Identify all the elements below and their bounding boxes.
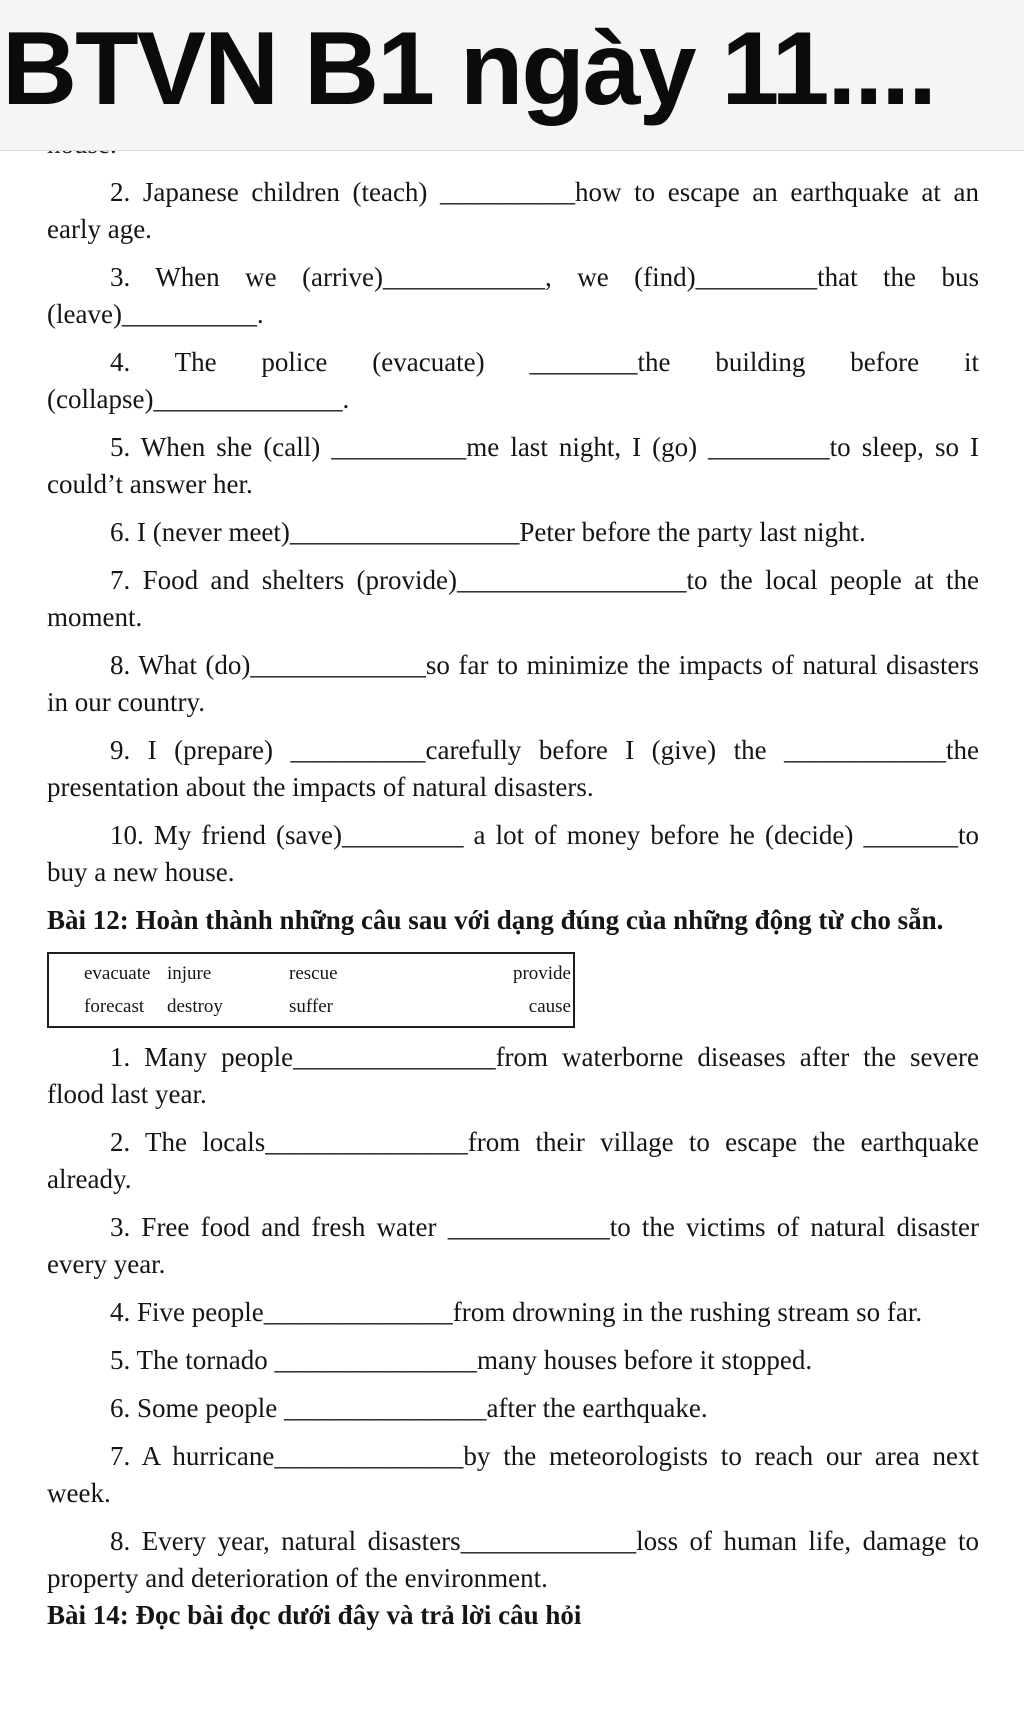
exercise-document: [47, 126, 979, 1630]
exercise-item-a5: 5. When she (call) __________me last night, I (go) _________to sleep, so I could’t answer her.: [47, 432, 979, 499]
word-bank-item: forecast: [84, 996, 145, 1017]
word-bank-item: destroy: [167, 996, 223, 1017]
exercise-item-b4: 4. Five people______________from drowning in the rushing stream so far.: [110, 1297, 923, 1327]
exercise-item-b5: 5. The tornado _______________many houses before it stopped.: [110, 1345, 813, 1375]
word-bank-box: [47, 952, 575, 1028]
word-bank-item: evacuate: [84, 963, 151, 984]
exercise-item-a9: 9. I (prepare) __________carefully before I (give) the ____________the presentation about the impacts of natural disasters.: [47, 735, 979, 802]
word-bank-item: suffer: [289, 996, 333, 1017]
exercise-item-b2: 2. The locals_______________from their village to escape the earthquake already.: [47, 1127, 979, 1194]
word-bank-item: rescue: [289, 963, 338, 984]
page-title: BTVN B1 ngày 11....: [2, 11, 935, 127]
word-bank-item: injure: [167, 963, 212, 984]
exercise-item-a8: 8. What (do)_____________so far to minimize the impacts of natural disasters in our country.: [47, 650, 979, 717]
exercise-item-a7: 7. Food and shelters (provide)_________________to the local people at the moment.: [47, 565, 979, 632]
exercise-section-a: [47, 174, 979, 891]
section-heading-bai-12: Bài 12: Hoàn thành những câu sau với dạng đúng của những động từ cho sẵn.: [47, 905, 944, 935]
exercise-item-a10: 10. My friend (save)_________ a lot of money before he (decide) _______to buy a new house.: [47, 820, 979, 887]
exercise-item-b3: 3. Free food and fresh water ____________to the victims of natural disaster every year.: [47, 1212, 979, 1279]
exercise-item-b7: 7. A hurricane______________by the meteorologists to reach our area next week.: [47, 1441, 979, 1508]
cut-off-heading-bai-14: Bài 14: Đọc bài đọc dưới đây và trả lời câu hỏi: [47, 1600, 582, 1630]
exercise-item-a2: 2. Japanese children (teach) __________how to escape an earthquake at an early age.: [47, 177, 979, 244]
exercise-section-b: [47, 1039, 979, 1597]
exercise-item-a6: 6. I (never meet)_________________Peter before the party last night.: [110, 517, 866, 547]
word-bank-item: cause: [528, 996, 571, 1017]
title-bar: [0, 0, 1024, 151]
exercise-item-a4: 4. The police (evacuate) ________the building before it (collapse)______________.: [47, 347, 979, 414]
exercise-item-b6: 6. Some people _______________after the earthquake.: [110, 1393, 708, 1423]
exercise-item-b1: 1. Many people_______________from waterborne diseases after the severe flood last year.: [47, 1042, 979, 1109]
exercise-item-a3: 3. When we (arrive)____________, we (find)_________that the bus (leave)__________.: [47, 262, 979, 329]
word-bank-item: provide: [512, 963, 571, 984]
exercise-item-b8: 8. Every year, natural disasters_____________loss of human life, damage to property and deterioration of the environment.: [47, 1526, 979, 1593]
